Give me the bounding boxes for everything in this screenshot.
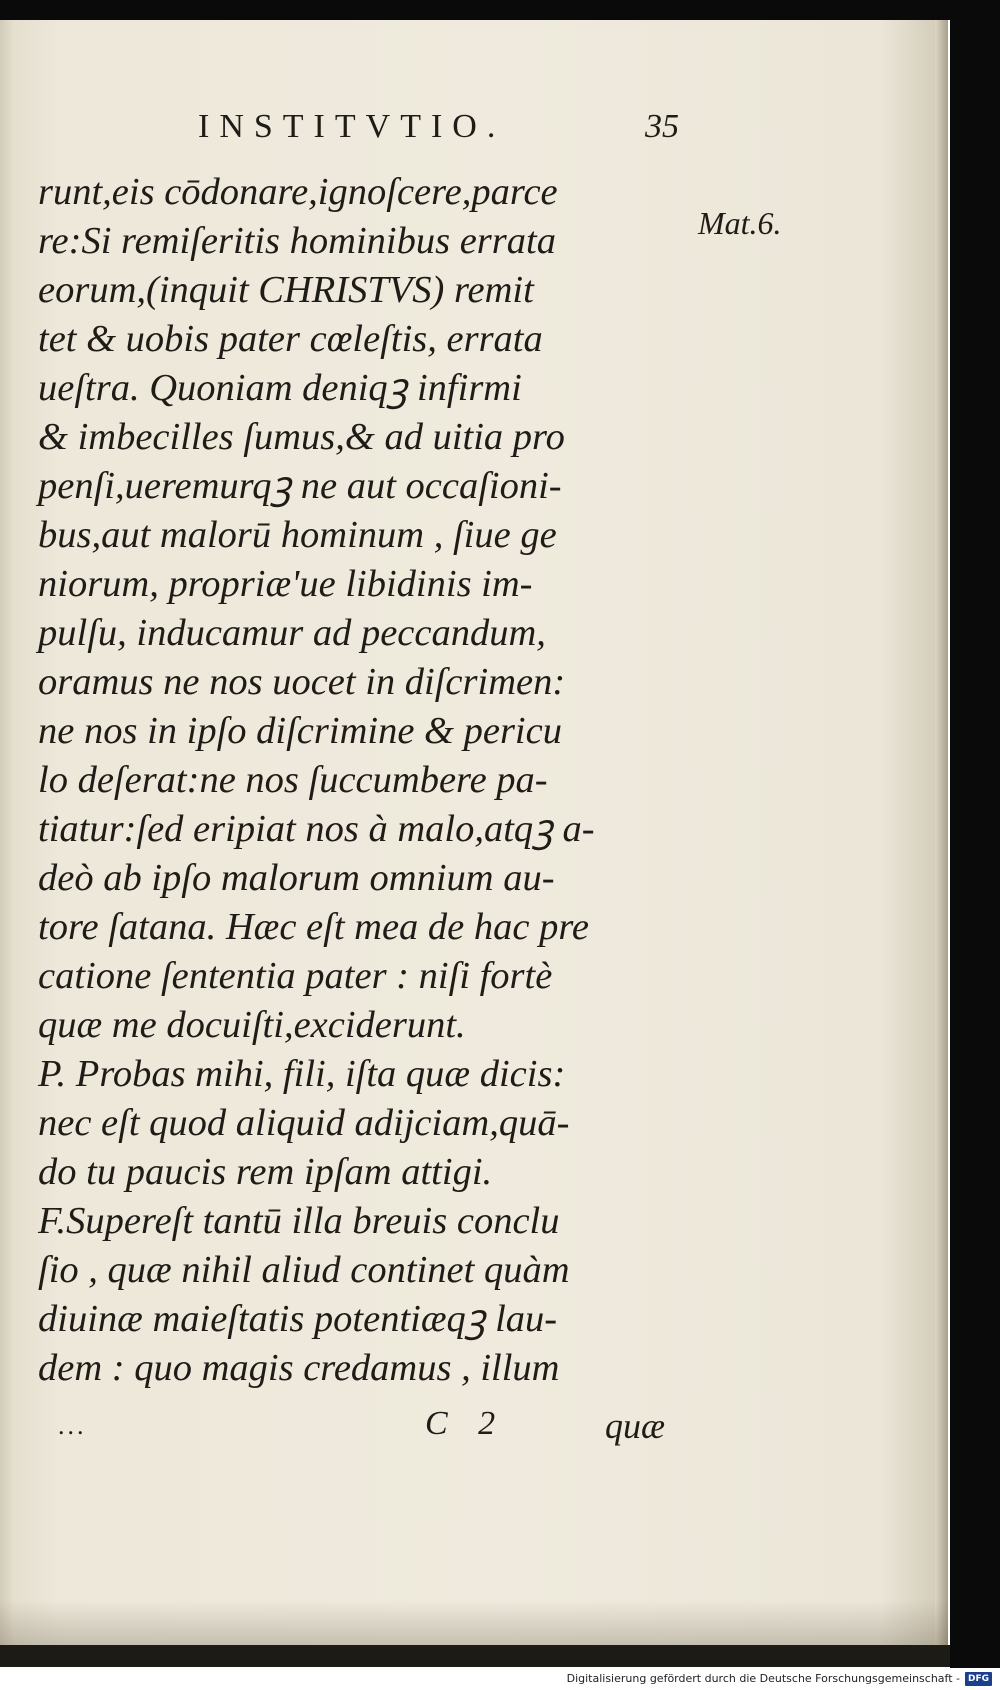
text-line: ne nos in ipſo diſcrimine & pericu xyxy=(38,710,562,752)
page-edge-shadow xyxy=(935,20,948,1645)
text-line: eorum,(inquit CHRISTVS) remit xyxy=(38,269,534,311)
footer-ornament: ... xyxy=(58,1411,87,1440)
page-header xyxy=(0,108,948,158)
text-line: F.Supereſt tantū illa breuis conclu xyxy=(38,1200,560,1242)
catchword: quæ xyxy=(605,1406,666,1446)
scan-top-border xyxy=(0,0,1000,20)
text-line: ſio , quæ nihil aliud continet quàm xyxy=(38,1249,570,1291)
body-text xyxy=(38,168,688,1393)
text-line: deò ab ipſo malorum omnium au- xyxy=(38,857,555,899)
page-bottom-shadow xyxy=(0,1600,948,1645)
credit-text: Digitalisierung gefördert durch die Deutsche Forschungsgemeinschaft - xyxy=(566,1672,960,1685)
text-line: re:Si remiſeritis hominibus errata xyxy=(38,220,556,262)
scan-right-border xyxy=(950,0,1000,1668)
text-line: lo deſerat:ne nos ſuccumbere pa- xyxy=(38,759,548,801)
text-line: pulſu, inducamur ad peccandum, xyxy=(38,612,546,654)
scan-bottom-border xyxy=(0,1645,950,1667)
text-line: do tu paucis rem ipſam attigi. xyxy=(38,1151,493,1193)
signature-mark: C 2 xyxy=(425,1405,496,1442)
text-line: nec eſt quod aliquid adijciam,quā- xyxy=(38,1102,570,1144)
text-line: niorum, propriæ'ue libidinis im- xyxy=(38,563,533,605)
margin-note: Mat.6. xyxy=(698,205,782,241)
text-line: ueſtra. Quoniam deniqꝫ infirmi xyxy=(38,367,522,409)
text-line: P. Probas mihi, fili, iſta quæ dicis: xyxy=(38,1053,566,1095)
text-line: penſi,ueremurqꝫ ne aut occaſioni- xyxy=(38,465,562,507)
text-line: diuinæ maieſtatis potentiæqꝫ lau- xyxy=(38,1298,558,1340)
page-footer xyxy=(0,1405,948,1455)
text-line: tore ſatana. Hæc eſt mea de hac pre xyxy=(38,906,589,948)
text-line: & imbecilles ſumus,& ad uitia pro xyxy=(38,416,565,458)
text-line: tet & uobis pater cœleſtis, errata xyxy=(38,318,543,360)
text-line: runt,eis cōdonare,ignoſcere,parce xyxy=(38,171,558,213)
text-line: catione ſententia pater : niſi fortè xyxy=(38,955,553,997)
text-line: quæ me docuiſti,exciderunt. xyxy=(38,1004,466,1046)
text-line: oramus ne nos uocet in diſcrimen: xyxy=(38,661,566,703)
digitization-credit xyxy=(567,1671,992,1687)
dfg-logo: DFG xyxy=(965,1672,992,1686)
text-line: bus,aut malorū hominum , ſiue ge xyxy=(38,514,557,556)
page-number: 35 xyxy=(645,108,679,145)
text-line: dem : quo magis credamus , illum xyxy=(38,1347,560,1389)
running-head: INSTITVTIO. xyxy=(198,108,506,145)
text-line: tiatur:ſed eripiat nos à malo,atqꝫ a- xyxy=(38,808,595,850)
